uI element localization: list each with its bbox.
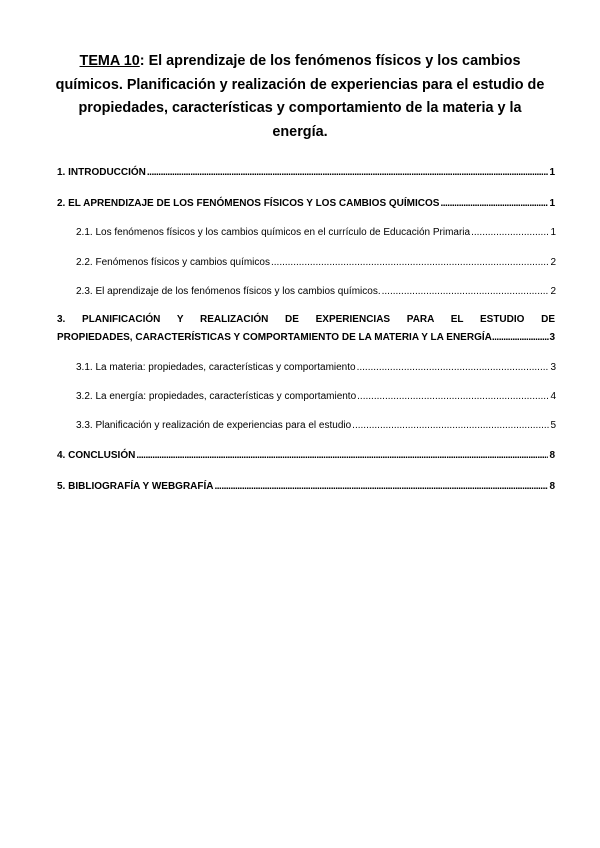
- toc-label: 5. BIBLIOGRAFÍA Y WEBGRAFÍA: [57, 481, 214, 492]
- toc-page-number: 1: [549, 198, 555, 209]
- toc-page-number: 3: [550, 362, 556, 373]
- toc-entry-section-2-2[interactable]: [76, 257, 556, 268]
- toc-leader: [357, 362, 550, 373]
- title-line-1-rest: : El aprendizaje de los fenómenos físicos y los cambios: [139, 53, 521, 69]
- toc-leader: [352, 420, 549, 431]
- toc-label: 3.1. La materia: propiedades, características y comportamiento: [76, 362, 356, 373]
- toc-label: 2.2. Fenómenos físicos y cambios químicos: [76, 257, 270, 268]
- toc-label: 2.1. Los fenómenos físicos y los cambios químicos en el currículo de Educación Primaria: [76, 227, 471, 238]
- toc-page-number: 8: [549, 450, 555, 461]
- toc-leader: [147, 167, 549, 178]
- toc-entry-conclusion[interactable]: [57, 450, 555, 461]
- toc-label-line-2-row: [57, 329, 555, 347]
- title-line-3: propiedades, características y comportamiento de la materia y la energía.: [78, 100, 522, 140]
- toc-leader: [471, 227, 549, 238]
- toc-leader: [382, 286, 550, 297]
- toc-label: 3.2. La energía: propiedades, características y comportamiento: [76, 391, 357, 402]
- toc-page-number: 1: [549, 167, 555, 178]
- toc-page-number: 2: [550, 286, 556, 297]
- toc-leader: [357, 391, 549, 402]
- toc-entry-section-3[interactable]: [57, 311, 555, 347]
- toc-label: 2.3. El aprendizaje de los fenómenos físicos y los cambios químicos.: [76, 286, 381, 297]
- toc-entry-introduccion[interactable]: [57, 167, 555, 178]
- toc-leader: [492, 329, 550, 347]
- toc-leader: [440, 198, 548, 209]
- toc-entry-section-2-1[interactable]: [76, 227, 556, 238]
- toc-label: 1. INTRODUCCIÓN: [57, 167, 146, 178]
- toc-leader: [215, 481, 549, 492]
- toc-page-number: 4: [550, 391, 556, 402]
- toc-entry-section-3-1[interactable]: [76, 362, 556, 373]
- toc-label-line-1: 3. PLANIFICACIÓN Y REALIZACIÓN DE EXPERIENCIAS PARA EL ESTUDIO DE: [57, 314, 555, 325]
- tema-label: TEMA 10: [79, 53, 140, 69]
- toc-label: 3.3. Planificación y realización de experiencias para el estudio: [76, 420, 352, 431]
- toc-entry-section-3-3[interactable]: [76, 420, 556, 431]
- toc-page-number: 8: [549, 481, 555, 492]
- toc-entry-bibliografia[interactable]: [57, 481, 555, 492]
- toc-page-number: 1: [550, 227, 556, 238]
- toc-label: 4. CONCLUSIÓN: [57, 450, 136, 461]
- document-title: [50, 50, 550, 144]
- title-line-1: [50, 50, 550, 74]
- toc-page-number: 2: [550, 257, 556, 268]
- toc-leader: [136, 450, 548, 461]
- title-line-2: químicos. Planificación y realización de experiencias para el estudio de: [55, 76, 545, 93]
- toc-leader: [271, 257, 549, 268]
- toc-label-line-2: PROPIEDADES, CARACTERÍSTICAS Y COMPORTAMIENTO DE LA MATERIA Y LA ENERGÍA: [57, 332, 492, 343]
- toc-entry-section-2-3[interactable]: [76, 286, 556, 297]
- toc-entry-section-3-2[interactable]: [76, 391, 556, 402]
- toc-page-number: 3: [549, 332, 555, 343]
- toc-label: 2. EL APRENDIZAJE DE LOS FENÓMENOS FÍSICOS Y LOS CAMBIOS QUÍMICOS: [57, 198, 440, 209]
- toc-page-number: 5: [550, 420, 556, 431]
- toc-entry-section-2[interactable]: [57, 198, 555, 209]
